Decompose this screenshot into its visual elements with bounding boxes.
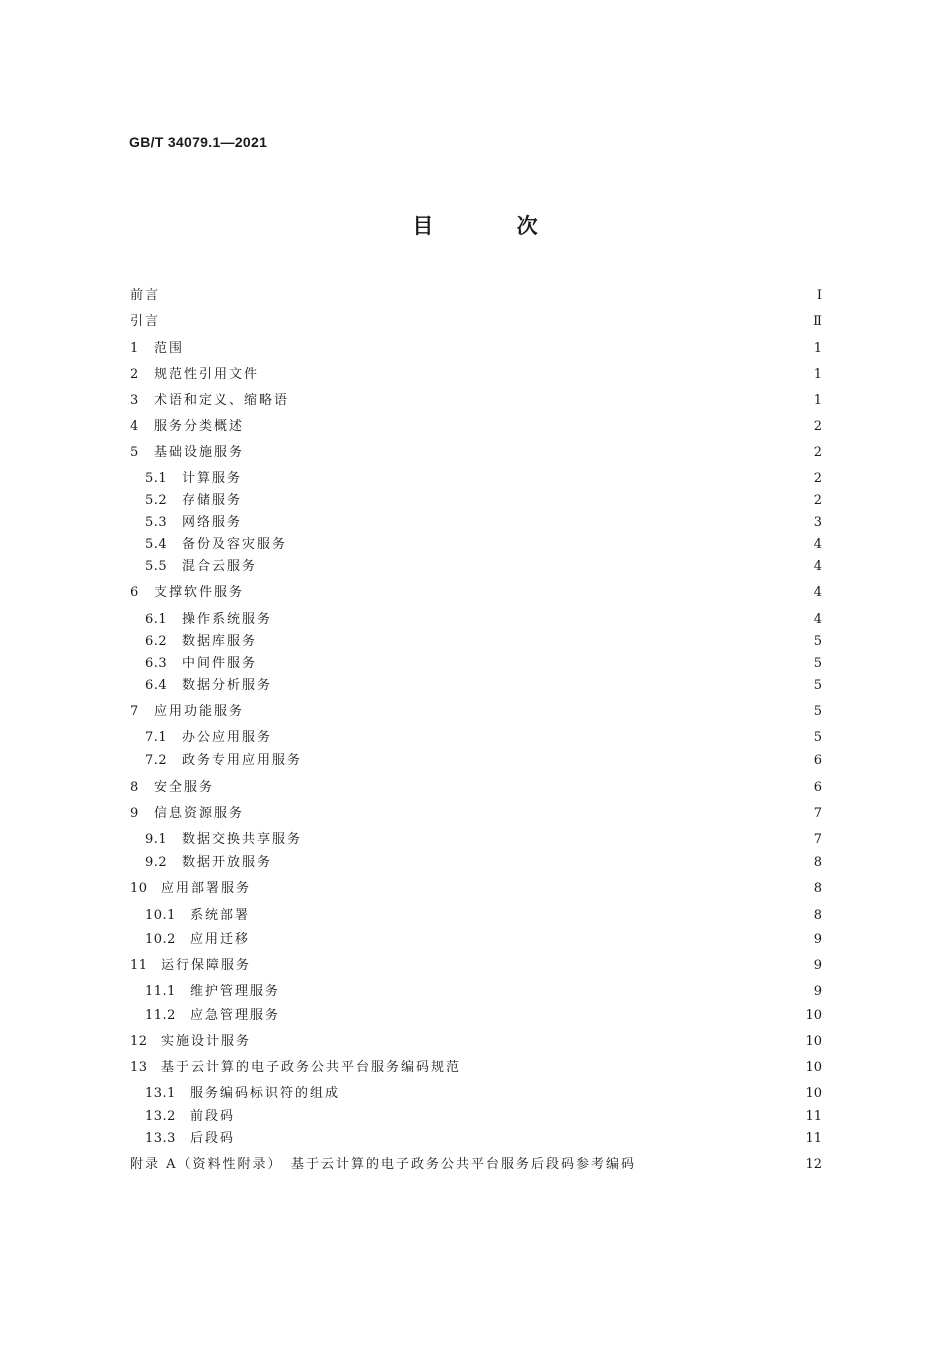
toc-entry[interactable] <box>130 286 822 306</box>
toc-entry[interactable] <box>130 1155 822 1175</box>
toc-entry-number: 10.1 <box>145 908 176 923</box>
toc-entry-title: 备份及容灾服务 <box>182 537 288 552</box>
toc-entry-page: 5 <box>813 656 822 671</box>
toc-leader-dots <box>190 339 806 359</box>
toc-leader-dots <box>257 879 806 899</box>
toc-entry[interactable] <box>130 804 822 824</box>
toc-entry-title: 政务专用应用服务 <box>182 753 303 768</box>
toc-entry[interactable] <box>130 1058 822 1078</box>
toc-entry-number: 6 <box>130 585 139 600</box>
toc-entry-title: 数据分析服务 <box>182 678 273 693</box>
toc-entry-number: 10 <box>130 881 148 896</box>
standard-code: GB/T 34079.1—2021 <box>129 134 268 150</box>
toc-entry[interactable] <box>145 906 822 926</box>
toc-leader-dots <box>220 778 806 798</box>
toc-leader-dots <box>248 491 806 511</box>
toc-leader-dots <box>642 1155 799 1175</box>
toc-entry[interactable] <box>145 1084 822 1104</box>
toc-entry-page: 12 <box>805 1157 822 1172</box>
toc-entry-number: 9.1 <box>145 832 168 847</box>
toc-entry-title: 办公应用服务 <box>182 730 273 745</box>
toc-entry[interactable] <box>145 982 822 1002</box>
toc-entry-title: 数据库服务 <box>182 634 258 649</box>
toc-entry-title: 数据交换共享服务 <box>182 832 303 847</box>
toc-leader-dots <box>250 583 806 603</box>
toc-entry-title: 后段码 <box>190 1131 236 1146</box>
toc-entry-title: 安全服务 <box>154 780 215 795</box>
toc-entry-number: 13.2 <box>145 1109 176 1124</box>
toc-entry[interactable] <box>130 702 822 722</box>
toc-title: 目 次 <box>412 214 576 238</box>
toc-entry-page: 10 <box>805 1060 822 1075</box>
toc-entry-page: 5 <box>813 730 822 745</box>
toc-leader-dots <box>257 956 806 976</box>
toc-leader-dots <box>256 906 806 926</box>
toc-entry-title: 信息资源服务 <box>154 806 245 821</box>
toc-entry-number: 6.4 <box>145 678 168 693</box>
toc-entry[interactable] <box>145 676 822 696</box>
toc-entry-title: 基础设施服务 <box>154 445 245 460</box>
toc-leader-dots <box>467 1058 799 1078</box>
toc-entry[interactable] <box>145 535 822 555</box>
toc-entry-number: 12 <box>130 1034 148 1049</box>
toc-entry-title: 附录 A（资料性附录） 基于云计算的电子政务公共平台服务后段码参考编码 <box>130 1157 637 1172</box>
toc-entry[interactable] <box>130 312 822 332</box>
toc-entry-title: 应用部署服务 <box>161 881 252 896</box>
toc-entry-number: 7.1 <box>145 730 168 745</box>
toc-entry-page: 9 <box>813 932 822 947</box>
toc-entry-page: 2 <box>813 471 822 486</box>
toc-leader-dots <box>308 830 806 850</box>
toc-entry-page: 3 <box>813 515 822 530</box>
toc-entry-title: 应用迁移 <box>190 932 251 947</box>
toc-entry-page: 4 <box>813 559 822 574</box>
toc-entry[interactable] <box>145 853 822 873</box>
toc-entry-number: 11.1 <box>145 984 176 999</box>
toc-entry-page: 9 <box>813 958 822 973</box>
toc-entry-page: 8 <box>813 881 822 896</box>
toc-entry-page: 4 <box>813 585 822 600</box>
toc-entry-title: 网络服务 <box>182 515 243 530</box>
toc-entry[interactable] <box>130 391 822 411</box>
toc-entry[interactable] <box>130 1032 822 1052</box>
toc-entry[interactable] <box>130 778 822 798</box>
toc-entry[interactable] <box>130 583 822 603</box>
toc-entry-number: 1 <box>130 341 139 356</box>
toc-entry-page: 5 <box>813 704 822 719</box>
toc-leader-dots <box>263 654 806 674</box>
toc-entry-title: 前段码 <box>190 1109 236 1124</box>
toc-entry-number: 6.1 <box>145 612 168 627</box>
toc-entry-page: 5 <box>813 678 822 693</box>
toc-entry-number: 5.4 <box>145 537 168 552</box>
toc-entry-title: 实施设计服务 <box>161 1034 252 1049</box>
toc-entry[interactable] <box>145 930 822 950</box>
toc-entry-page: 2 <box>813 445 822 460</box>
toc-entry[interactable] <box>145 557 822 577</box>
toc-entry-page: Ⅱ <box>813 314 822 329</box>
toc-entry-page: 7 <box>813 832 822 847</box>
toc-entry[interactable] <box>145 728 822 748</box>
toc-leader-dots <box>278 853 806 873</box>
toc-entry-title: 范围 <box>154 341 185 356</box>
toc-entry-title: 存储服务 <box>182 493 243 508</box>
toc-entry-number: 5.5 <box>145 559 168 574</box>
toc-entry-number: 5 <box>130 445 139 460</box>
toc-leader-dots <box>265 365 806 385</box>
toc-entry-number: 7.2 <box>145 753 168 768</box>
toc-leader-dots <box>308 751 806 771</box>
toc-entry[interactable] <box>130 879 822 899</box>
toc-entry[interactable] <box>130 956 822 976</box>
toc-leader-dots <box>250 443 806 463</box>
toc-leader-dots <box>241 1107 799 1127</box>
toc-entry-number: 13.3 <box>145 1131 176 1146</box>
toc-entry-title: 维护管理服务 <box>190 984 281 999</box>
toc-leader-dots <box>248 513 806 533</box>
toc-entry-page: 9 <box>813 984 822 999</box>
toc-entry-title: 引言 <box>130 314 161 329</box>
toc-entry-page: 1 <box>813 393 822 408</box>
toc-entry[interactable] <box>145 632 822 652</box>
toc-entry-page: 10 <box>805 1008 822 1023</box>
toc-entry-title: 数据开放服务 <box>182 855 273 870</box>
toc-entry[interactable] <box>145 654 822 674</box>
toc-leader-dots <box>248 469 806 489</box>
toc-entry-number: 11.2 <box>145 1008 176 1023</box>
toc-entry-page: 5 <box>813 634 822 649</box>
toc-leader-dots <box>250 417 806 437</box>
toc-leader-dots <box>278 676 806 696</box>
toc-entry-page: 11 <box>805 1109 822 1124</box>
toc-entry[interactable] <box>145 491 822 511</box>
toc-leader-dots <box>286 1006 799 1026</box>
toc-entry-number: 2 <box>130 367 139 382</box>
toc-leader-dots <box>166 286 806 306</box>
toc-entry-page: 2 <box>813 419 822 434</box>
toc-entry-page: 10 <box>805 1086 822 1101</box>
toc-entry-number: 5.2 <box>145 493 168 508</box>
toc-entry-number: 9 <box>130 806 139 821</box>
toc-entry[interactable] <box>145 513 822 533</box>
toc-leader-dots <box>286 982 806 1002</box>
toc-entry-page: 7 <box>813 806 822 821</box>
toc-entry[interactable] <box>130 443 822 463</box>
toc-leader-dots <box>293 535 806 555</box>
toc-leader-dots <box>263 557 806 577</box>
toc-entry-number: 11 <box>130 958 148 973</box>
toc-entry-page: 1 <box>813 367 822 382</box>
toc-entry-page: 6 <box>813 753 822 768</box>
toc-entry[interactable] <box>130 339 822 359</box>
toc-entry[interactable] <box>145 1006 822 1026</box>
toc-entry[interactable] <box>145 1129 822 1149</box>
toc-entry-title: 支撑软件服务 <box>154 585 245 600</box>
toc-entry-number: 4 <box>130 419 139 434</box>
toc-entry-number: 3 <box>130 393 139 408</box>
toc-leader-dots <box>166 312 806 332</box>
toc-entry-number: 8 <box>130 780 139 795</box>
toc-leader-dots <box>257 1032 799 1052</box>
toc-entry-page: 4 <box>813 537 822 552</box>
toc-entry[interactable] <box>145 751 822 771</box>
toc-entry-page: 10 <box>805 1034 822 1049</box>
toc-leader-dots <box>250 702 806 722</box>
toc-entry-page: 8 <box>813 855 822 870</box>
toc-entry-number: 6.3 <box>145 656 168 671</box>
toc-leader-dots <box>295 391 806 411</box>
toc-entry-page: 4 <box>813 612 822 627</box>
toc-entry-title: 混合云服务 <box>182 559 258 574</box>
toc-entry-page: 11 <box>805 1131 822 1146</box>
toc-entry-title: 运行保障服务 <box>161 958 252 973</box>
toc-entry-title: 规范性引用文件 <box>154 367 260 382</box>
toc-entry-title: 应急管理服务 <box>190 1008 281 1023</box>
table-of-contents <box>130 0 822 1345</box>
toc-entry-title: 前言 <box>130 288 161 303</box>
toc-entry-title: 操作系统服务 <box>182 612 273 627</box>
toc-entry-page: 2 <box>813 493 822 508</box>
toc-leader-dots <box>278 610 806 630</box>
toc-entry-number: 13.1 <box>145 1086 176 1101</box>
toc-entry-number: 5.3 <box>145 515 168 530</box>
toc-leader-dots <box>346 1084 799 1104</box>
toc-entry-number: 7 <box>130 704 139 719</box>
toc-entry-title: 基于云计算的电子政务公共平台服务编码规范 <box>161 1060 462 1075</box>
toc-leader-dots <box>256 930 806 950</box>
toc-entry-number: 6.2 <box>145 634 168 649</box>
toc-entry[interactable] <box>130 365 822 385</box>
toc-entry-title: 中间件服务 <box>182 656 258 671</box>
toc-entry[interactable] <box>145 610 822 630</box>
toc-entry-page: 1 <box>813 341 822 356</box>
toc-entry-number: 13 <box>130 1060 148 1075</box>
toc-entry-title: 服务分类概述 <box>154 419 245 434</box>
toc-entry[interactable] <box>145 830 822 850</box>
toc-entry-page: 8 <box>813 908 822 923</box>
toc-entry-title: 术语和定义、缩略语 <box>154 393 290 408</box>
toc-leader-dots <box>250 804 806 824</box>
toc-entry-number: 9.2 <box>145 855 168 870</box>
toc-leader-dots <box>263 632 806 652</box>
toc-entry-page: Ⅰ <box>816 288 822 303</box>
toc-entry[interactable] <box>145 1107 822 1127</box>
toc-entry-number: 10.2 <box>145 932 176 947</box>
toc-entry-title: 系统部署 <box>190 908 251 923</box>
toc-leader-dots <box>278 728 806 748</box>
toc-entry-page: 6 <box>813 780 822 795</box>
toc-leader-dots <box>241 1129 799 1149</box>
toc-entry[interactable] <box>130 417 822 437</box>
toc-entry-title: 计算服务 <box>182 471 243 486</box>
toc-entry-number: 5.1 <box>145 471 168 486</box>
toc-entry-title: 应用功能服务 <box>154 704 245 719</box>
toc-entry-title: 服务编码标识符的组成 <box>190 1086 341 1101</box>
toc-entry[interactable] <box>145 469 822 489</box>
